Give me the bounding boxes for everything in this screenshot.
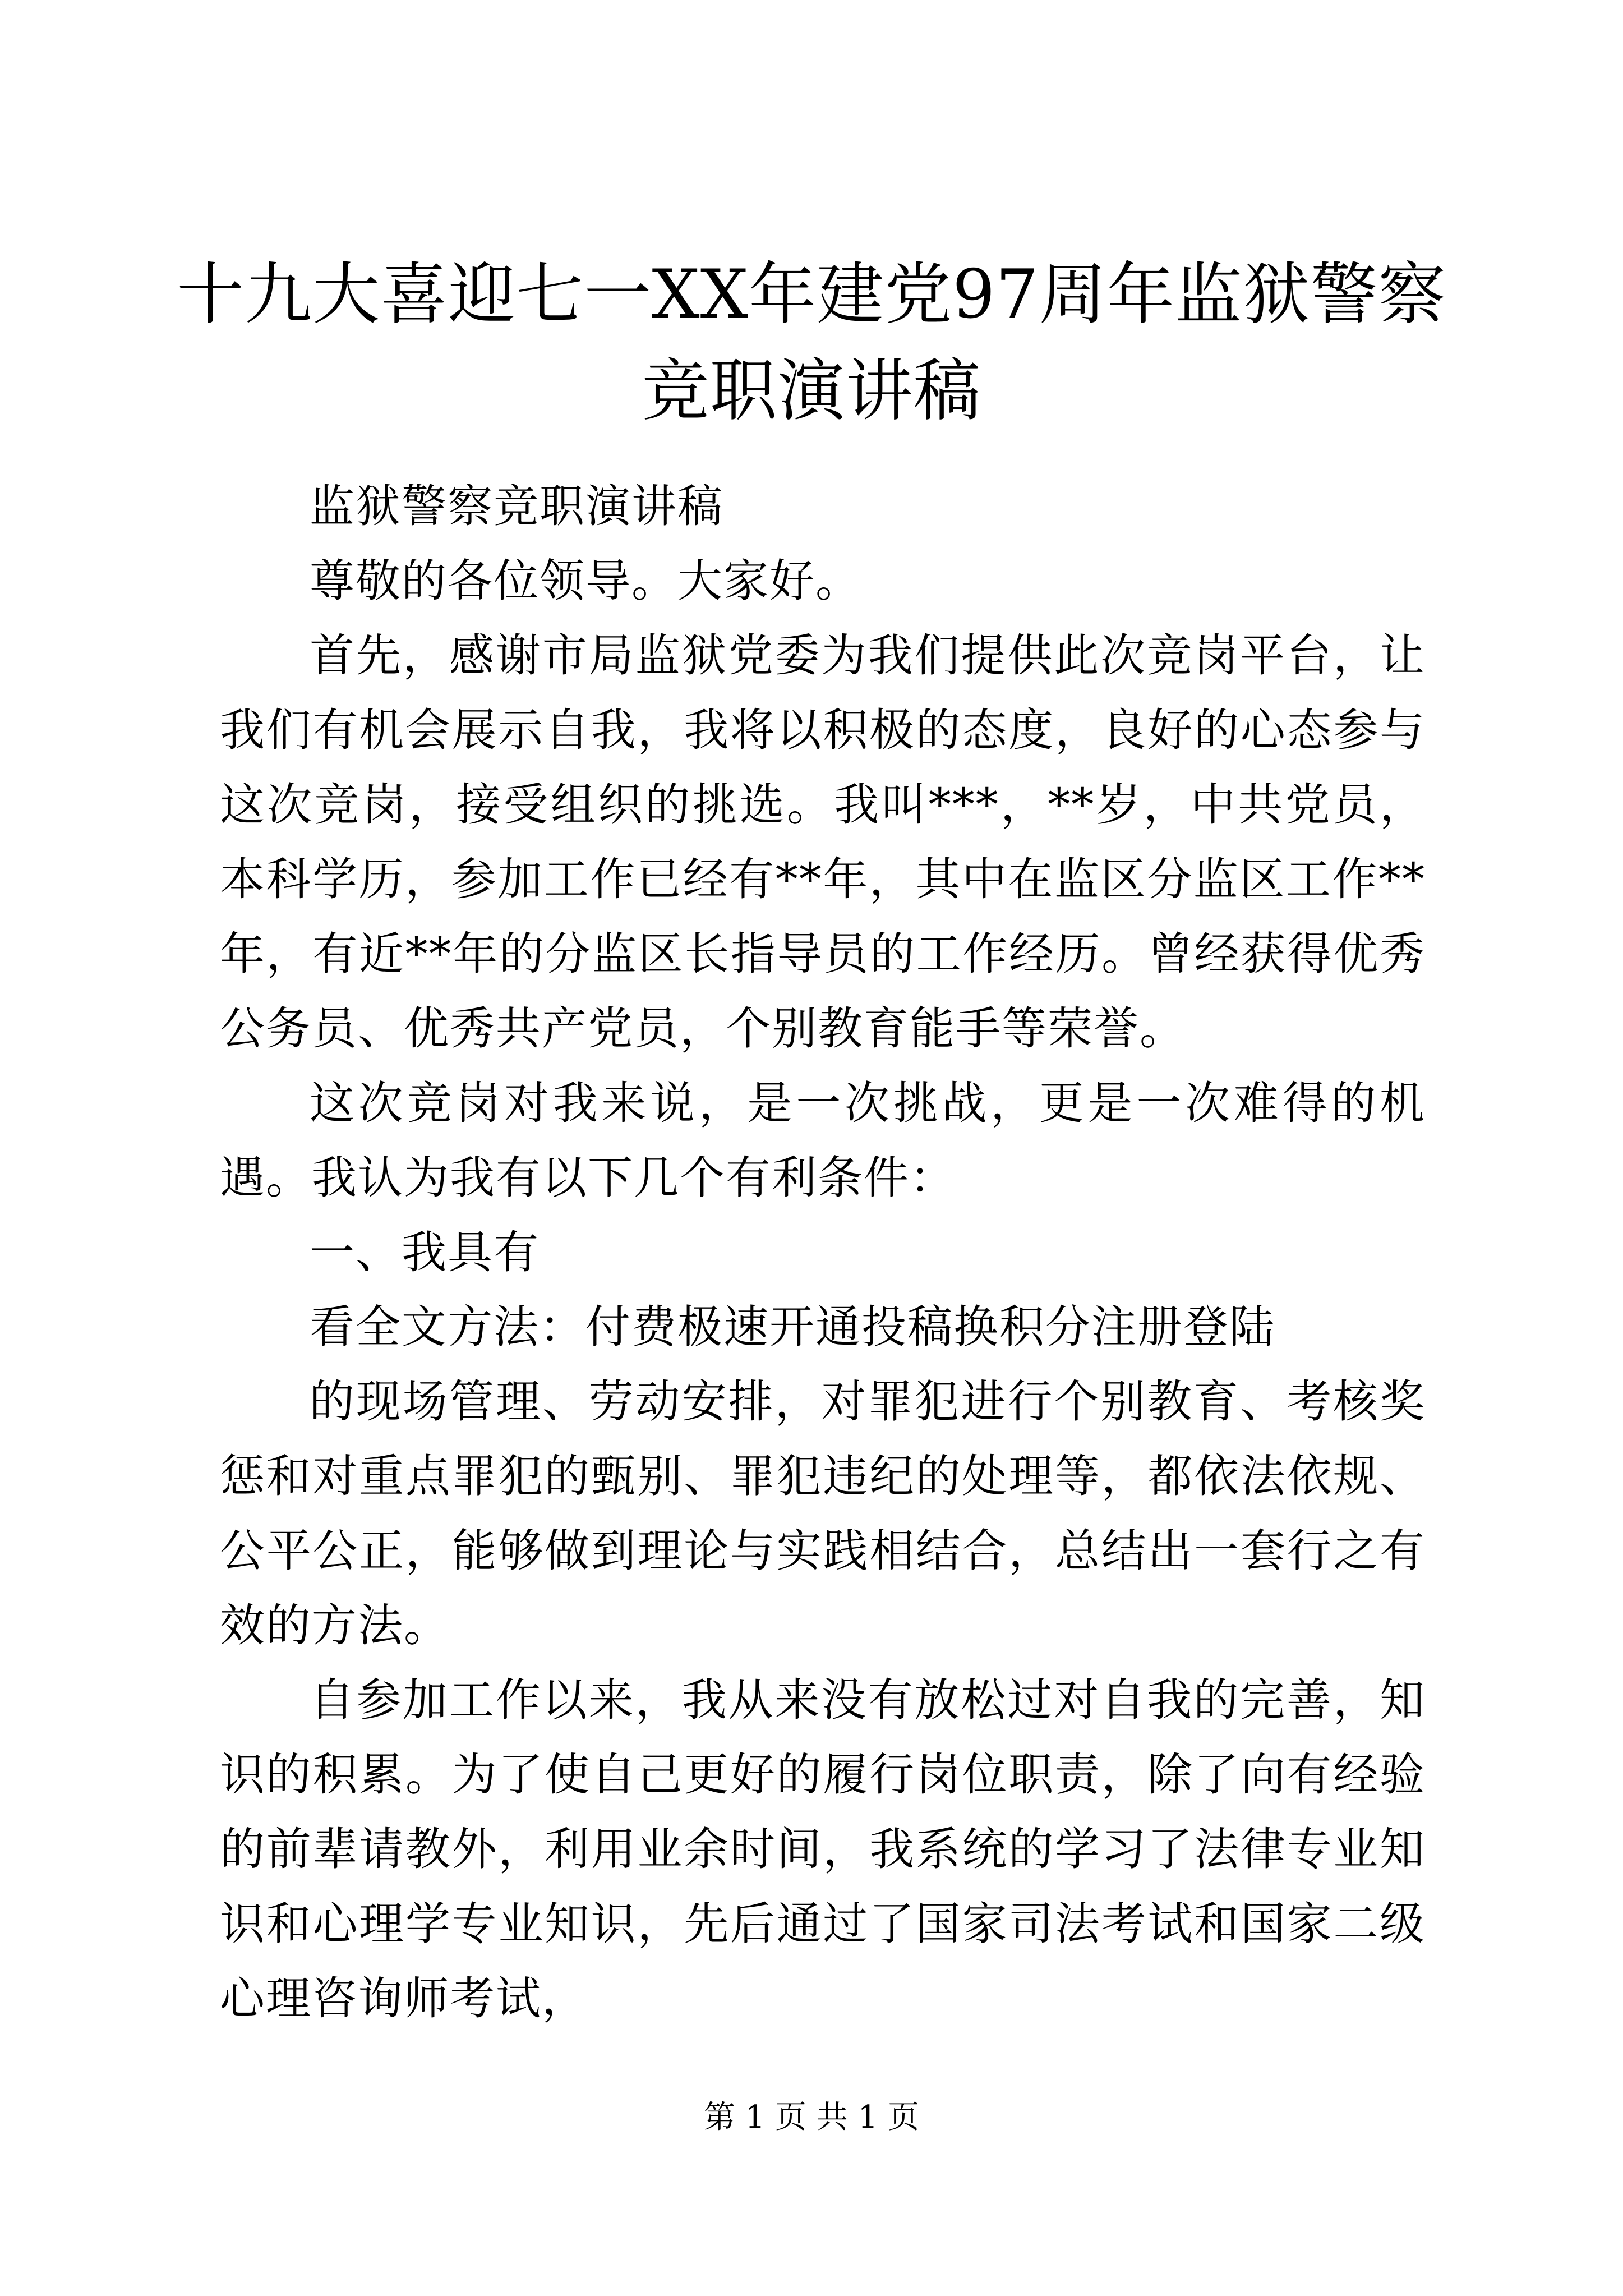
paragraph: 的现场管理、劳动安排，对罪犯进行个别教育、考核奖惩和对重点罪犯的甄别、罪犯违纪的处理等，都依法依规、公平公正，能够做到理论与实践相结合，总结出一套行之有效的方法。 xyxy=(220,1375,1426,1651)
document-body xyxy=(220,469,1426,2036)
paragraph: 尊敬的各位领导。大家好。 xyxy=(310,555,861,607)
paragraph: 这次竞岗对我来说，是一次挑战，更是一次难得的机遇。我认为我有以下几个有利条件： xyxy=(220,1077,1426,1204)
document-title: 十九大喜迎七一XX年建党97周年监狱警察竞职演讲稿 xyxy=(177,256,1446,430)
paragraph: 自参加工作以来，我从来没有放松过对自我的完善，知识的积累。为了使自己更好的履行岗位职责，除了向有经验的前辈请教外，利用业余时间，我系统的学习了法律专业知识和心理学专业知识，先后通过了国家司法考试和国家二级心理咨询师考试， xyxy=(220,1674,1426,2024)
paragraph: 监狱警察竞职演讲稿 xyxy=(310,480,723,532)
paragraph: 看全文方法：付费极速开通投稿换积分注册登陆 xyxy=(310,1301,1275,1353)
paragraph: 一、我具有 xyxy=(310,1226,540,1278)
paragraph: 首先，感谢市局监狱党委为我们提供此次竞岗平台，让我们有机会展示自我，我将以积极的态度，良好的心态参与这次竞岗，接受组织的挑选。我叫***，**岁，中共党员，本科学历，参加工作已经有**年，其中在监区分监区工作**年，有近**年的分监区长指导员的工作经历。曾经获得优秀公务员、优秀共产党员，个别教育能手等荣誉。 xyxy=(220,629,1426,1055)
page-number-footer: 第 1 页 共 1 页 xyxy=(703,2099,920,2136)
